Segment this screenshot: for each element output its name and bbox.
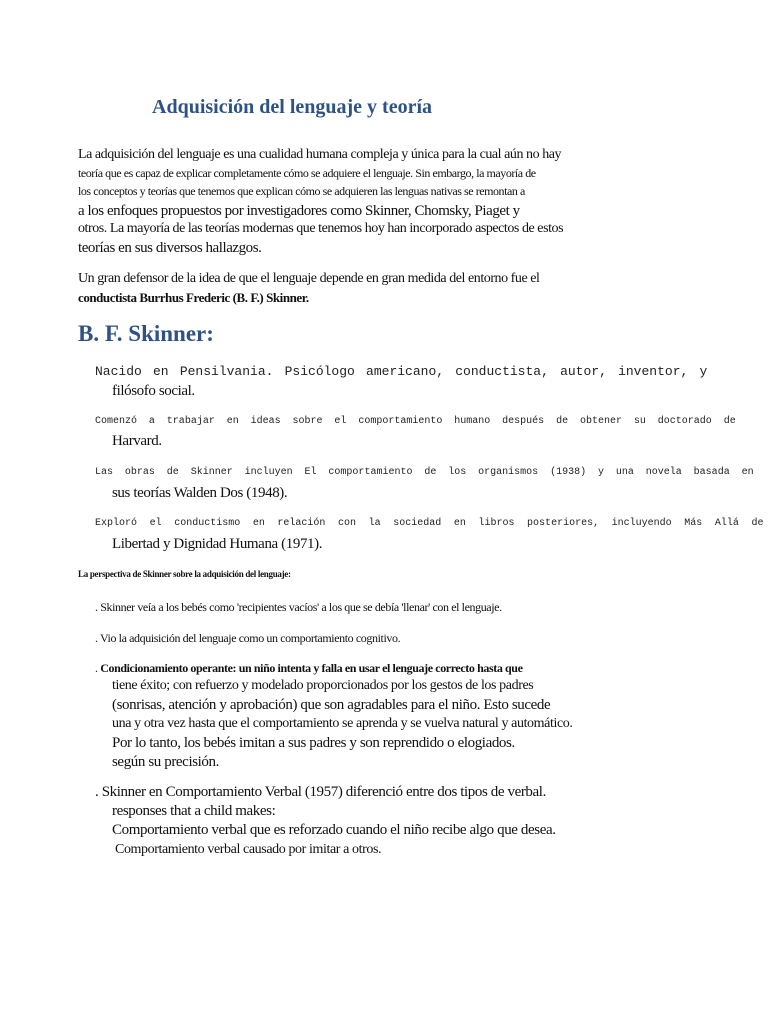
defender-line-2: conductista Burrhus Frederic (B. F.) Skinner. (78, 290, 309, 305)
bullet-3-dot: . (95, 661, 101, 675)
fact-3-line-1: Las obras de Skinner incluyen El comportamiento de los organismos (1938) y una novela basada en (95, 467, 754, 478)
bullet-2: . Vio la adquisición del lenguaje como un comportamiento cognitivo. (95, 631, 401, 645)
bullet-3-bold-text: Condicionamiento operante: un niño intenta y falla en usar el lenguaje correcto hasta que (100, 661, 523, 675)
skinner-heading: B. F. Skinner: (78, 321, 214, 346)
fact-2-line-2: Harvard. (112, 433, 162, 449)
intro-line-4: a los enfoques propuestos por investigadores como Skinner, Chomsky, Piaget y (78, 203, 520, 219)
fact-1-line-1: Nacido en Pensilvania. Psicólogo americano, conductista, autor, inventor, y (95, 364, 708, 379)
fact-3-line-2: sus teorías Walden Dos (1948). (112, 485, 288, 501)
bullet-3-line-6: según su precisión. (112, 754, 219, 770)
perspective-label: La perspectiva de Skinner sobre la adquisición del lenguaje: (78, 569, 291, 579)
fact-4-line-1: Exploró el conductismo en relación con la sociedad en libros posteriores, incluyendo Más Allá de (95, 518, 764, 529)
defender-line-1: Un gran defensor de la idea de que el lenguaje depende en gran medida del entorno fue el (78, 271, 540, 286)
fact-2-line-1: Comenzó a trabajar en ideas sobre el comportamiento humano después de obtener su doctorado de (95, 416, 736, 427)
intro-line-2: teoría que es capaz de explicar completamente cómo se adquiere el lenguaje. Sin embargo, la mayoría de (78, 166, 536, 180)
intro-line-1: La adquisición del lenguaje es una cualidad humana compleja y única para la cual aún no hay (78, 147, 562, 162)
bullet-3-line-1 (95, 661, 523, 676)
bullet-4-line-1: . Skinner en Comportamiento Verbal (1957) diferenció entre dos tipos de verbal. (95, 784, 546, 800)
bullet-4-line-3: Comportamiento verbal que es reforzado cuando el niño recibe algo que desea. (112, 822, 556, 838)
bullet-3-line-3: (sonrisas, atención y aprobación) que son agradables para el niño. Esto sucede (112, 697, 551, 713)
bullet-4-line-2: responses that a child makes: (112, 803, 276, 819)
bullet-3-line-5: Por lo tanto, los bebés imitan a sus padres y son reprendido o elogiados. (112, 735, 515, 751)
fact-4-line-2: Libertad y Dignidad Humana (1971). (112, 536, 323, 552)
bullet-3-line-2: tiene éxito; con refuerzo y modelado proporcionados por los gestos de los padres (112, 678, 534, 693)
bullet-1: . Skinner veía a los bebés como 'recipientes vacíos' a los que se debía 'llenar' con el lenguaje. (95, 600, 502, 614)
document-title: Adquisición del lenguaje y teoría (152, 96, 433, 118)
fact-1-line-2: filósofo social. (112, 383, 195, 399)
bullet-4-line-4: Comportamiento verbal causado por imitar a otros. (115, 842, 382, 857)
intro-line-5: otros. La mayoría de las teorías modernas que tenemos hoy han incorporado aspectos de estos (78, 221, 564, 236)
intro-line-6: teorías en sus diversos hallazgos. (78, 240, 262, 256)
bullet-3-line-4: una y otra vez hasta que el comportamiento se aprenda y se vuelva natural y automático. (112, 716, 573, 731)
intro-line-3: los conceptos y teorías que tenemos que explican cómo se adquieren las lenguas nativas se remontan a (78, 184, 525, 198)
